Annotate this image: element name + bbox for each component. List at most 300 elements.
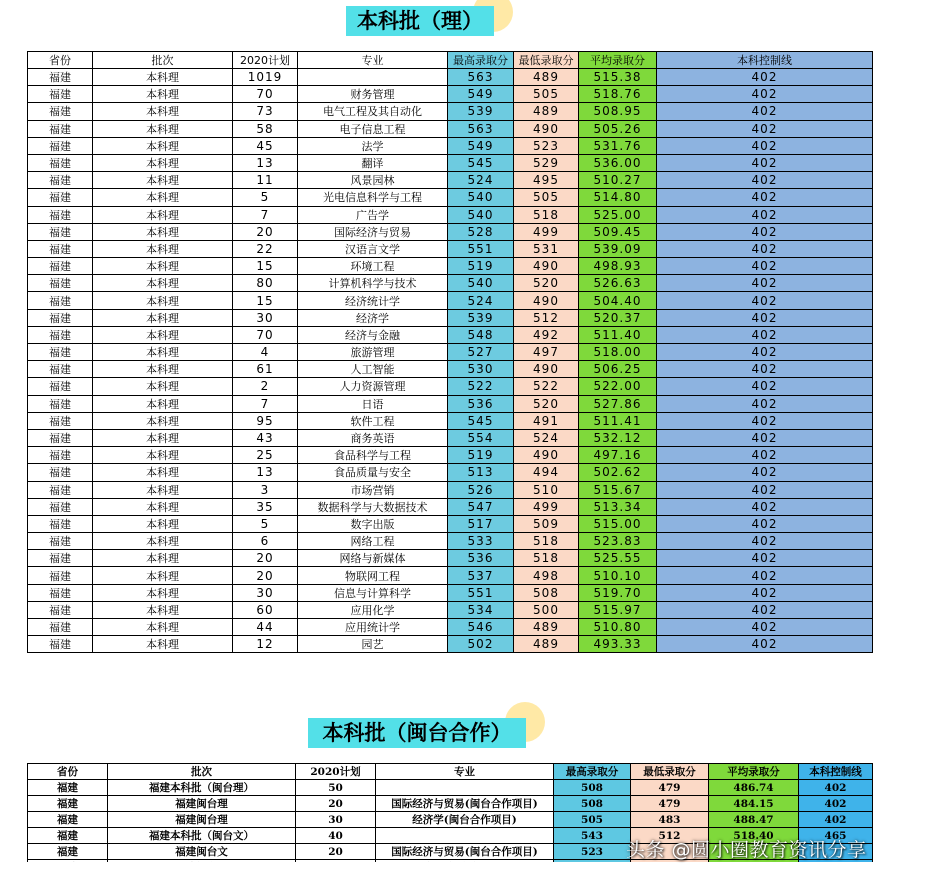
- cell-avg-score: 511.40: [579, 326, 657, 343]
- table-row: [28, 429, 873, 446]
- cell-plan-2020: 30: [233, 584, 298, 601]
- cell-batch: 本科理: [93, 550, 233, 567]
- cell-min-score: 491: [514, 412, 579, 429]
- cell-major: 计算机科学与技术: [298, 275, 448, 292]
- header-major: 专业: [298, 52, 448, 69]
- header-province: 省份: [28, 52, 93, 69]
- cell-major: 财务管理: [298, 86, 448, 103]
- cell-control-line: 402: [657, 154, 873, 171]
- cell-avg-score: 508.95: [579, 103, 657, 120]
- table-row: [28, 326, 873, 343]
- cell-min-score: 505: [514, 189, 579, 206]
- cell-avg-score: 531.76: [579, 137, 657, 154]
- cell-plan-2020: 30: [233, 309, 298, 326]
- cell-min-score: 505: [514, 86, 579, 103]
- cell-avg-score: 515.38: [579, 69, 657, 86]
- cell-plan-2020: 70: [233, 86, 298, 103]
- cell-plan-2020: 61: [233, 361, 298, 378]
- cell-avg-score: 523.83: [579, 533, 657, 550]
- cell-plan-2020: 80: [233, 275, 298, 292]
- cell-major: 风景园林: [298, 172, 448, 189]
- cell-batch: 本科理: [93, 447, 233, 464]
- cell-avg-score: 504.40: [579, 292, 657, 309]
- cell-min-score: 479: [631, 780, 709, 796]
- cell-province: 福建: [28, 189, 93, 206]
- cell-batch: 福建本科批（闽台理）: [108, 780, 296, 796]
- cell-province: 福建: [28, 481, 93, 498]
- cell-avg-score: 498.93: [579, 258, 657, 275]
- cell-batch: 本科理: [93, 103, 233, 120]
- cell-plan-2020: 4: [233, 344, 298, 361]
- cell-batch: 本科理: [93, 429, 233, 446]
- header-max-score: 最高录取分: [448, 52, 514, 69]
- cell-avg-score: 539.09: [579, 240, 657, 257]
- cell-batch: 本科理: [93, 258, 233, 275]
- cell-province: 福建: [28, 447, 93, 464]
- cell-plan-2020: 3: [233, 481, 298, 498]
- cell-major: 经济学(闽台合作项目): [376, 812, 554, 828]
- cell-batch: 本科理: [93, 206, 233, 223]
- cell-min-score: 509: [514, 515, 579, 532]
- cell-batch: 本科理: [93, 412, 233, 429]
- cell-avg-score: 515.97: [579, 601, 657, 618]
- cell-control-line: 465: [799, 828, 873, 844]
- cell-batch: 本科理: [93, 120, 233, 137]
- header-plan-2020: 2020计划: [296, 764, 376, 780]
- cell-major: 经济统计学: [298, 292, 448, 309]
- cell-avg-score: 519.70: [579, 584, 657, 601]
- cell-max-score: 527: [448, 344, 514, 361]
- cell-province: 福建: [28, 412, 93, 429]
- cell-min-score: 522: [514, 378, 579, 395]
- cell-major: 园艺: [298, 636, 448, 653]
- table-row: [28, 172, 873, 189]
- table-row: [28, 567, 873, 584]
- cell-plan-2020: 20: [233, 550, 298, 567]
- table-row: [28, 533, 873, 550]
- table-row: [28, 550, 873, 567]
- cell-min-score: 490: [514, 447, 579, 464]
- header-min-score: 最低录取分: [514, 52, 579, 69]
- cell-plan-2020: 2: [233, 378, 298, 395]
- cell-major: 市场营销: [298, 481, 448, 498]
- cell-major: 应用统计学: [298, 619, 448, 636]
- cell-plan-2020: 5: [233, 189, 298, 206]
- cell-plan-2020: 30: [296, 812, 376, 828]
- cell-province: 福建: [28, 344, 93, 361]
- cell-min-score: 510: [514, 481, 579, 498]
- cell-major: 人力资源管理: [298, 378, 448, 395]
- cell-batch: 本科理: [93, 533, 233, 550]
- cell-control-line: 402: [657, 378, 873, 395]
- cell-plan-2020: 43: [233, 429, 298, 446]
- cell-min-score: 529: [514, 154, 579, 171]
- cell-batch: 本科理: [93, 86, 233, 103]
- cell-max-score: 539: [448, 309, 514, 326]
- cell-min-score: 500: [514, 601, 579, 618]
- cell-province: 福建: [28, 206, 93, 223]
- cell-min-score: 489: [514, 619, 579, 636]
- cell-avg-score: 525.55: [579, 550, 657, 567]
- cell-min-score: 520: [514, 275, 579, 292]
- cell-major: 食品科学与工程: [298, 447, 448, 464]
- cell-plan-2020: 50: [296, 780, 376, 796]
- cell-batch: 本科理: [93, 137, 233, 154]
- cell-control-line: 402: [657, 412, 873, 429]
- cell-batch: 本科理: [93, 326, 233, 343]
- cell-min-score: 499: [514, 498, 579, 515]
- cell-control-line: 402: [657, 567, 873, 584]
- cell-batch: 本科理: [93, 567, 233, 584]
- cell-avg-score: 510.27: [579, 172, 657, 189]
- table-row: [28, 378, 873, 395]
- cell-plan-2020: 45: [233, 137, 298, 154]
- cell-max-score: 547: [448, 498, 514, 515]
- cell-min-score: 499: [514, 223, 579, 240]
- table-header-row: [28, 764, 873, 780]
- cell-max-score: 526: [448, 481, 514, 498]
- cell-control-line: 402: [657, 584, 873, 601]
- header-avg-score: 平均录取分: [709, 764, 799, 780]
- cell-major: 电气工程及其自动化: [298, 103, 448, 120]
- cell-min-score: 490: [514, 292, 579, 309]
- cell-avg-score: 506.25: [579, 361, 657, 378]
- section2-title: 本科批（闽台合作）: [308, 718, 526, 748]
- cell-major: 汉语言文学: [298, 240, 448, 257]
- table-row: [28, 309, 873, 326]
- cell-avg-score: 522.00: [579, 378, 657, 395]
- cell-province: 福建: [28, 796, 108, 812]
- cell-plan-2020: 15: [233, 292, 298, 309]
- cell-batch: 本科理: [93, 481, 233, 498]
- cell-plan-2020: 20: [233, 223, 298, 240]
- table-row: [28, 619, 873, 636]
- cell-avg-score: 493.33: [579, 636, 657, 653]
- cell-major: 数字出版: [298, 515, 448, 532]
- cell-max-score: 536: [448, 395, 514, 412]
- cell-control-line: 402: [657, 292, 873, 309]
- cell-major: 食品质量与安全: [298, 464, 448, 481]
- cell-province: 福建: [28, 103, 93, 120]
- cell-avg-score: 520.37: [579, 309, 657, 326]
- cell-batch: 本科理: [93, 636, 233, 653]
- cell-major: 国际经济与贸易: [298, 223, 448, 240]
- cell-province: 福建: [28, 275, 93, 292]
- cell-province: 福建: [28, 780, 108, 796]
- cell-min-score: 518: [514, 533, 579, 550]
- cell-avg-score: 518.40: [709, 828, 799, 844]
- cell-batch: 福建闽台理: [108, 796, 296, 812]
- cell-batch: 本科理: [93, 464, 233, 481]
- table-row: [28, 103, 873, 120]
- cell-max-score: 545: [448, 154, 514, 171]
- cell-control-line: 402: [657, 86, 873, 103]
- cell-avg-score: 502.62: [579, 464, 657, 481]
- cell-min-score: 498: [514, 567, 579, 584]
- cell-control-line: 402: [657, 309, 873, 326]
- table-row: [28, 636, 873, 653]
- table-header-row: [28, 52, 873, 69]
- header-control-line: 本科控制线: [799, 764, 873, 780]
- cell-major: 人工智能: [298, 361, 448, 378]
- cell-plan-2020: 1019: [233, 69, 298, 86]
- table-row: [28, 189, 873, 206]
- cell-control-line: 402: [657, 498, 873, 515]
- header-max-score: 最高录取分: [554, 764, 631, 780]
- cell-control-line: 402: [657, 326, 873, 343]
- cell-max-score: 546: [448, 619, 514, 636]
- cell-province: 福建: [28, 240, 93, 257]
- table-row: [28, 223, 873, 240]
- cell-province: 福建: [28, 601, 93, 618]
- header-batch: 批次: [108, 764, 296, 780]
- cell-plan-2020: 35: [233, 498, 298, 515]
- cell-province: 福建: [28, 828, 108, 844]
- cell-control-line: 402: [657, 550, 873, 567]
- cell-control-line: 402: [799, 812, 873, 828]
- cell-plan-2020: 12: [233, 636, 298, 653]
- cell-avg-score: 525.00: [579, 206, 657, 223]
- cell-major: 物联网工程: [298, 567, 448, 584]
- cell-control-line: 402: [657, 429, 873, 446]
- cell-control-line: 402: [799, 796, 873, 812]
- cell-control-line: 402: [657, 69, 873, 86]
- cell-batch: 本科理: [93, 154, 233, 171]
- cell-avg-score: 505.26: [579, 120, 657, 137]
- table-row: [28, 515, 873, 532]
- cell-province: 福建: [28, 395, 93, 412]
- cell-plan-2020: 25: [233, 447, 298, 464]
- cell-major: 软件工程: [298, 412, 448, 429]
- watermark: 头条 @圆小圈教育资讯分享: [626, 839, 867, 861]
- image-crop-edge: [0, 862, 938, 882]
- cell-min-score: 518: [514, 550, 579, 567]
- cell-max-score: 540: [448, 206, 514, 223]
- cell-min-score: 512: [631, 828, 709, 844]
- cell-province: 福建: [28, 361, 93, 378]
- cell-province: 福建: [28, 550, 93, 567]
- cell-avg-score: 514.80: [579, 189, 657, 206]
- cell-max-score: 519: [448, 258, 514, 275]
- cell-batch: 本科理: [93, 378, 233, 395]
- table-row: [28, 395, 873, 412]
- cell-province: 福建: [28, 258, 93, 275]
- cell-major: 翻译: [298, 154, 448, 171]
- cell-max-score: 530: [448, 361, 514, 378]
- cell-avg-score: 510.80: [579, 619, 657, 636]
- cell-batch: 福建本科批（闽台文）: [108, 828, 296, 844]
- cell-avg-score: 518.00: [579, 344, 657, 361]
- table-row: [28, 69, 873, 86]
- cell-province: 福建: [28, 464, 93, 481]
- cell-major: 经济与金融: [298, 326, 448, 343]
- cell-max-score: 534: [448, 601, 514, 618]
- cell-province: 福建: [28, 619, 93, 636]
- cell-province: 福建: [28, 378, 93, 395]
- cell-batch: 本科理: [93, 498, 233, 515]
- cell-avg-score: 532.12: [579, 429, 657, 446]
- cell-batch: 本科理: [93, 292, 233, 309]
- cell-avg-score: 486.74: [709, 780, 799, 796]
- cell-province: 福建: [28, 309, 93, 326]
- cell-major: 法学: [298, 137, 448, 154]
- cell-control-line: 402: [657, 258, 873, 275]
- cell-min-score: 490: [514, 258, 579, 275]
- cell-batch: 本科理: [93, 223, 233, 240]
- table-row: [28, 601, 873, 618]
- cell-max-score: 545: [448, 412, 514, 429]
- cell-batch: 本科理: [93, 601, 233, 618]
- table-row: [28, 361, 873, 378]
- cell-plan-2020: 7: [233, 206, 298, 223]
- cell-province: 福建: [28, 172, 93, 189]
- cell-max-score: 528: [448, 223, 514, 240]
- cell-major: 数据科学与大数据技术: [298, 498, 448, 515]
- cell-min-score: 483: [631, 812, 709, 828]
- cell-max-score: 543: [554, 828, 631, 844]
- cell-plan-2020: 11: [233, 172, 298, 189]
- cell-province: 福建: [28, 292, 93, 309]
- cell-min-score: 523: [514, 137, 579, 154]
- cell-major: 商务英语: [298, 429, 448, 446]
- cell-province: 福建: [28, 120, 93, 137]
- cell-avg-score: 511.41: [579, 412, 657, 429]
- cell-province: 福建: [28, 584, 93, 601]
- cell-province: 福建: [28, 137, 93, 154]
- cell-min-score: 494: [514, 464, 579, 481]
- cell-batch: 本科理: [93, 584, 233, 601]
- cell-control-line: 402: [657, 344, 873, 361]
- cell-plan-2020: 20: [296, 796, 376, 812]
- header-control-line: 本科控制线: [657, 52, 873, 69]
- cell-min-score: 531: [514, 240, 579, 257]
- cell-plan-2020: 5: [233, 515, 298, 532]
- table-row: [28, 120, 873, 137]
- cell-max-score: 549: [448, 86, 514, 103]
- header-major: 专业: [376, 764, 554, 780]
- cell-max-score: 536: [448, 550, 514, 567]
- cell-major: 电子信息工程: [298, 120, 448, 137]
- cell-province: 福建: [28, 69, 93, 86]
- cell-control-line: 402: [657, 189, 873, 206]
- cell-avg-score: 518.76: [579, 86, 657, 103]
- cell-min-score: 489: [514, 69, 579, 86]
- cell-avg-score: 488.47: [709, 812, 799, 828]
- table-row: [28, 447, 873, 464]
- cell-min-score: 490: [514, 120, 579, 137]
- cell-plan-2020: 73: [233, 103, 298, 120]
- cell-plan-2020: 15: [233, 258, 298, 275]
- table-row: [28, 86, 873, 103]
- cell-control-line: 402: [657, 395, 873, 412]
- cell-avg-score: 509.45: [579, 223, 657, 240]
- cell-max-score: 505: [554, 812, 631, 828]
- cell-province: 福建: [28, 86, 93, 103]
- header-avg-score: 平均录取分: [579, 52, 657, 69]
- cell-major: 国际经济与贸易(闽台合作项目): [376, 844, 554, 860]
- cell-control-line: 402: [657, 206, 873, 223]
- cell-major: 广告学: [298, 206, 448, 223]
- cell-max-score: 537: [448, 567, 514, 584]
- cell-province: 福建: [28, 636, 93, 653]
- cell-plan-2020: 58: [233, 120, 298, 137]
- cell-avg-score: 513.34: [579, 498, 657, 515]
- cell-max-score: 539: [448, 103, 514, 120]
- cell-avg-score: 515.67: [579, 481, 657, 498]
- cell-max-score: 549: [448, 137, 514, 154]
- cell-max-score: 563: [448, 120, 514, 137]
- cell-province: 福建: [28, 567, 93, 584]
- cell-province: 福建: [28, 154, 93, 171]
- table-row: [28, 812, 873, 828]
- cell-major: [298, 69, 448, 86]
- cell-major: 经济学: [298, 309, 448, 326]
- cell-max-score: 502: [448, 636, 514, 653]
- table-row: [28, 780, 873, 796]
- table-row: [28, 498, 873, 515]
- table-row: [28, 240, 873, 257]
- cell-avg-score: 526.63: [579, 275, 657, 292]
- cell-batch: 本科理: [93, 619, 233, 636]
- cell-control-line: 402: [657, 619, 873, 636]
- cell-plan-2020: 44: [233, 619, 298, 636]
- cell-province: 福建: [28, 515, 93, 532]
- table-row: [28, 481, 873, 498]
- cell-control-line: 402: [657, 601, 873, 618]
- cell-min-score: 489: [514, 636, 579, 653]
- cell-plan-2020: 22: [233, 240, 298, 257]
- cell-major: 应用化学: [298, 601, 448, 618]
- cell-batch: 本科理: [93, 240, 233, 257]
- cell-avg-score: 527.86: [579, 395, 657, 412]
- table-row: [28, 275, 873, 292]
- admission-table-science: [27, 51, 873, 653]
- cell-control-line: 402: [657, 275, 873, 292]
- cell-avg-score: 497.16: [579, 447, 657, 464]
- section1-title: 本科批（理）: [346, 6, 494, 36]
- cell-major: [376, 828, 554, 844]
- cell-province: 福建: [28, 326, 93, 343]
- cell-major: 日语: [298, 395, 448, 412]
- header-plan-2020: 2020计划: [233, 52, 298, 69]
- cell-plan-2020: 40: [296, 828, 376, 844]
- table-row: [28, 154, 873, 171]
- cell-max-score: 524: [448, 292, 514, 309]
- cell-control-line: 402: [657, 361, 873, 378]
- cell-major: 国际经济与贸易(闽台合作项目): [376, 796, 554, 812]
- cell-max-score: 508: [554, 780, 631, 796]
- cell-plan-2020: 20: [296, 844, 376, 860]
- cell-province: 福建: [28, 429, 93, 446]
- cell-control-line: 402: [657, 636, 873, 653]
- cell-max-score: 508: [554, 796, 631, 812]
- cell-max-score: 519: [448, 447, 514, 464]
- header-min-score: 最低录取分: [631, 764, 709, 780]
- cell-plan-2020: 7: [233, 395, 298, 412]
- cell-plan-2020: 70: [233, 326, 298, 343]
- cell-batch: 本科理: [93, 309, 233, 326]
- cell-control-line: 402: [657, 137, 873, 154]
- cell-province: 福建: [28, 844, 108, 860]
- cell-province: 福建: [28, 533, 93, 550]
- cell-max-score: 533: [448, 533, 514, 550]
- cell-max-score: 548: [448, 326, 514, 343]
- cell-batch: 福建闽台理: [108, 812, 296, 828]
- cell-batch: 本科理: [93, 275, 233, 292]
- cell-plan-2020: 13: [233, 464, 298, 481]
- cell-control-line: 402: [799, 780, 873, 796]
- cell-province: 福建: [28, 223, 93, 240]
